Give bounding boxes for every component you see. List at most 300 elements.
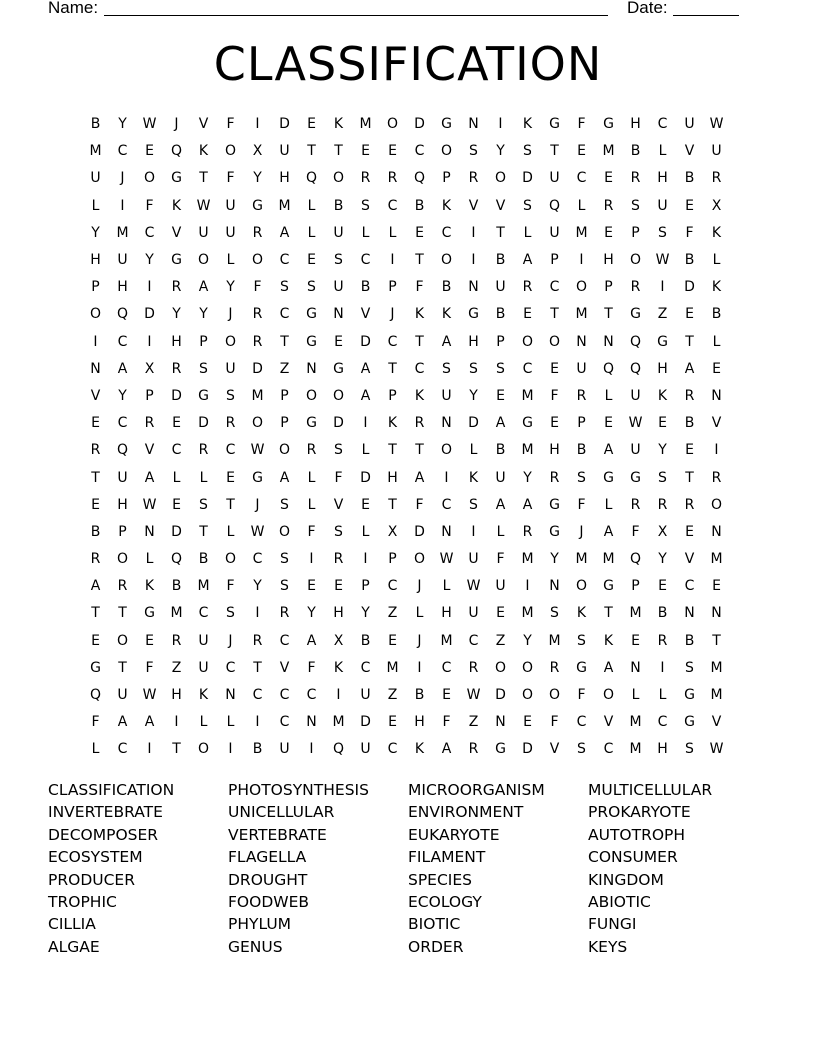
grid-letter: U: [360, 687, 371, 704]
grid-letter: A: [144, 714, 155, 731]
grid-letter: V: [711, 714, 722, 731]
grid-letter: L: [226, 714, 235, 731]
grid-letter: I: [228, 741, 233, 758]
grid-letter: F: [415, 279, 424, 296]
grid-letter: S: [577, 741, 586, 758]
grid-letter: U: [198, 632, 209, 649]
grid-letter: R: [171, 632, 182, 649]
grid-letter: M: [602, 143, 615, 160]
grid-letter: R: [522, 279, 533, 296]
grid-letter: R: [333, 551, 344, 568]
grid-letter: L: [712, 333, 721, 350]
date-blank-line[interactable]: [673, 15, 739, 16]
grid-letter: B: [684, 252, 695, 269]
grid-letter: R: [225, 415, 236, 432]
grid-letter: I: [417, 659, 422, 676]
grid-letter: C: [279, 714, 290, 731]
grid-letter: P: [577, 415, 586, 432]
grid-letter: I: [525, 578, 530, 595]
grid-letter: L: [307, 496, 316, 513]
grid-letter: V: [711, 415, 722, 432]
grid-letter: S: [469, 496, 478, 513]
grid-letter: I: [255, 116, 260, 133]
grid-letter: C: [117, 415, 128, 432]
grid-letter: O: [332, 387, 345, 404]
grid-letter: L: [145, 551, 154, 568]
grid-letter: P: [361, 578, 370, 595]
grid-letter: V: [549, 741, 560, 758]
grid-letter: O: [116, 632, 129, 649]
word-list: [48, 779, 768, 958]
grid-letter: F: [253, 279, 262, 296]
grid-letter: L: [658, 143, 667, 160]
word-list-item: MULTICELLULAR: [588, 781, 713, 799]
grid-letter: Q: [170, 551, 183, 568]
grid-letter: D: [171, 523, 182, 540]
grid-letter: H: [90, 252, 101, 269]
grid-letter: Z: [171, 659, 182, 676]
grid-letter: M: [89, 143, 102, 160]
grid-letter: P: [442, 170, 451, 187]
grid-letter: C: [549, 279, 560, 296]
word-list-item: FILAMENT: [408, 848, 486, 867]
grid-letter: Q: [170, 143, 183, 160]
grid-letter: Q: [332, 741, 345, 758]
grid-letter: E: [577, 143, 586, 160]
grid-letter: C: [252, 687, 263, 704]
grid-letter: W: [628, 415, 643, 432]
grid-letter: O: [494, 170, 507, 187]
grid-row: [82, 682, 730, 709]
word-list-item: ECOSYSTEM: [48, 848, 143, 867]
grid-letter: G: [549, 523, 560, 540]
grid-letter: D: [171, 387, 182, 404]
grid-letter: Y: [118, 387, 127, 404]
grid-letter: Q: [89, 687, 102, 704]
grid-letter: S: [658, 469, 667, 486]
grid-letter: G: [684, 714, 695, 731]
grid-letter: A: [495, 496, 506, 513]
grid-letter: P: [118, 523, 127, 540]
grid-letter: C: [441, 224, 452, 241]
grid-letter: G: [657, 333, 668, 350]
grid-letter: O: [197, 741, 210, 758]
grid-letter: K: [468, 469, 479, 486]
grid-letter: S: [307, 279, 316, 296]
grid-letter: L: [658, 687, 667, 704]
grid-letter: O: [251, 415, 264, 432]
grid-letter: G: [306, 333, 317, 350]
grid-letter: U: [549, 224, 560, 241]
grid-letter: L: [442, 578, 451, 595]
grid-letter: Y: [253, 578, 262, 595]
word-list-item: UNICELLULAR: [228, 803, 335, 822]
grid-letter: B: [90, 523, 101, 540]
grid-letter: S: [334, 252, 343, 269]
grid-letter: A: [522, 496, 533, 513]
grid-letter: Z: [657, 306, 668, 323]
grid-letter: B: [684, 415, 695, 432]
grid-letter: F: [631, 523, 640, 540]
grid-letter: S: [334, 442, 343, 459]
grid-letter: O: [332, 170, 345, 187]
grid-letter: U: [495, 279, 506, 296]
grid-letter: G: [333, 360, 344, 377]
grid-letter: C: [657, 714, 668, 731]
grid-letter: A: [117, 360, 128, 377]
grid-letter: D: [360, 469, 371, 486]
grid-letter: C: [117, 333, 128, 350]
grid-letter: S: [523, 197, 532, 214]
grid-letter: L: [91, 741, 100, 758]
grid-letter: O: [251, 252, 264, 269]
grid-letter: F: [334, 469, 343, 486]
grid-letter: W: [709, 116, 724, 133]
grid-letter: A: [360, 387, 371, 404]
grid-letter: U: [90, 170, 101, 187]
grid-letter: B: [252, 741, 263, 758]
grid-letter: F: [91, 714, 100, 731]
grid-letter: G: [549, 496, 560, 513]
word-list-item: SPECIES: [408, 870, 473, 889]
grid-letter: G: [684, 687, 695, 704]
page-title: CLASSIFICATION: [213, 37, 603, 91]
grid-letter: U: [495, 578, 506, 595]
grid-letter: L: [523, 224, 532, 241]
grid-letter: S: [577, 632, 586, 649]
grid-letter: I: [390, 252, 395, 269]
grid-letter: U: [333, 224, 344, 241]
grid-row: [82, 138, 730, 165]
grid-letter: E: [334, 333, 343, 350]
grid-letter: C: [117, 143, 128, 160]
grid-letter: T: [550, 306, 559, 323]
grid-letter: I: [255, 714, 260, 731]
grid-letter: M: [278, 197, 291, 214]
grid-letter: R: [549, 469, 560, 486]
grid-letter: S: [685, 741, 694, 758]
grid-letter: C: [360, 252, 371, 269]
word-list-item: FLAGELLA: [228, 848, 307, 867]
grid-letter: C: [387, 333, 398, 350]
grid-letter: Y: [469, 387, 478, 404]
grid-letter: Q: [413, 170, 426, 187]
word-list-item: GENUS: [228, 937, 283, 956]
grid-letter: S: [631, 197, 640, 214]
grid-letter: C: [387, 741, 398, 758]
grid-letter: R: [90, 551, 101, 568]
grid-letter: E: [442, 687, 451, 704]
grid-letter: J: [120, 170, 125, 187]
grid-letter: O: [521, 687, 534, 704]
grid-row: [82, 193, 730, 220]
grid-letter: S: [199, 360, 208, 377]
grid-letter: G: [144, 605, 155, 622]
grid-letter: S: [550, 605, 559, 622]
grid-letter: L: [577, 197, 586, 214]
grid-letter: R: [603, 197, 614, 214]
grid-letter: E: [172, 415, 181, 432]
grid-letter: T: [685, 333, 694, 350]
grid-letter: K: [441, 306, 452, 323]
word-list-item: ABIOTIC: [588, 892, 651, 911]
grid-row: [82, 220, 730, 247]
grid-letter: D: [360, 333, 371, 350]
grid-letter: I: [147, 741, 152, 758]
grid-letter: N: [684, 605, 695, 622]
name-blank-line[interactable]: [104, 15, 608, 16]
grid-letter: H: [171, 333, 182, 350]
grid-letter: E: [415, 224, 424, 241]
grid-letter: E: [496, 387, 505, 404]
grid-letter: A: [522, 252, 533, 269]
grid-letter: M: [602, 551, 615, 568]
grid-letter: S: [496, 360, 505, 377]
grid-letter: E: [361, 496, 370, 513]
grid-letter: F: [577, 116, 586, 133]
grid-letter: N: [576, 333, 587, 350]
grid-letter: V: [144, 442, 155, 459]
grid-letter: Y: [226, 279, 235, 296]
grid-letter: Z: [279, 360, 290, 377]
grid-row: [82, 600, 730, 627]
grid-letter: W: [142, 496, 157, 513]
grid-letter: R: [306, 442, 317, 459]
grid-letter: F: [496, 551, 505, 568]
grid-letter: I: [471, 523, 476, 540]
word-list-item: FUNGI: [588, 915, 637, 934]
grid-letter: S: [280, 551, 289, 568]
grid-letter: R: [522, 523, 533, 540]
grid-letter: P: [91, 279, 100, 296]
grid-letter: V: [684, 551, 695, 568]
grid-letter: K: [522, 116, 533, 133]
word-list-item: INVERTEBRATE: [48, 803, 163, 822]
grid-letter: O: [629, 252, 642, 269]
grid-letter: U: [360, 741, 371, 758]
grid-letter: B: [171, 578, 182, 595]
grid-letter: P: [631, 224, 640, 241]
grid-letter: G: [252, 469, 263, 486]
grid-letter: F: [307, 659, 316, 676]
grid-letter: L: [361, 523, 370, 540]
word-list-item: KINGDOM: [588, 870, 664, 889]
grid-letter: B: [495, 252, 506, 269]
grid-letter: A: [279, 469, 290, 486]
grid-letter: U: [279, 143, 290, 160]
grid-letter: C: [252, 551, 263, 568]
grid-letter: P: [604, 279, 613, 296]
grid-letter: F: [226, 578, 235, 595]
grid-letter: U: [549, 170, 560, 187]
grid-letter: H: [603, 252, 614, 269]
grid-letter: T: [415, 442, 424, 459]
grid-letter: Z: [387, 605, 398, 622]
grid-letter: Y: [118, 116, 127, 133]
grid-letter: G: [549, 116, 560, 133]
grid-letter: L: [496, 523, 505, 540]
grid-letter: O: [521, 333, 534, 350]
grid-letter: M: [548, 632, 561, 649]
grid-letter: O: [386, 116, 399, 133]
grid-letter: I: [498, 116, 503, 133]
grid-letter: D: [684, 279, 695, 296]
grid-letter: B: [495, 306, 506, 323]
grid-letter: N: [711, 523, 722, 540]
grid-letter: L: [307, 469, 316, 486]
grid-letter: S: [442, 360, 451, 377]
grid-letter: O: [116, 551, 129, 568]
grid-letter: J: [228, 632, 233, 649]
grid-letter: N: [495, 714, 506, 731]
grid-row: [82, 709, 730, 736]
grid-letter: P: [199, 333, 208, 350]
grid-letter: G: [630, 306, 641, 323]
word-list-item: EUKARYOTE: [408, 825, 500, 844]
grid-letter: C: [360, 659, 371, 676]
grid-letter: W: [250, 523, 265, 540]
grid-letter: G: [252, 197, 263, 214]
grid-letter: A: [90, 578, 101, 595]
grid-letter: E: [550, 415, 559, 432]
grid-letter: U: [117, 252, 128, 269]
grid-letter: X: [711, 197, 722, 214]
grid-letter: L: [415, 605, 424, 622]
grid-letter: D: [252, 360, 263, 377]
grid-letter: L: [604, 496, 613, 513]
grid-letter: W: [142, 687, 157, 704]
grid-letter: P: [280, 387, 289, 404]
grid-letter: M: [710, 687, 723, 704]
grid-letter: E: [145, 143, 154, 160]
grid-letter: U: [225, 197, 236, 214]
grid-letter: T: [307, 143, 316, 160]
grid-letter: V: [333, 496, 344, 513]
grid-letter: O: [440, 252, 453, 269]
grid-letter: E: [388, 714, 397, 731]
grid-letter: R: [711, 469, 722, 486]
grid-row: [82, 437, 730, 464]
grid-row: [82, 301, 730, 328]
grid-letter: T: [280, 333, 289, 350]
word-list-item: CILLIA: [48, 915, 96, 934]
grid-letter: N: [306, 714, 317, 731]
grid-letter: O: [305, 387, 318, 404]
grid-letter: T: [199, 523, 208, 540]
grid-letter: I: [309, 551, 314, 568]
grid-letter: R: [630, 496, 641, 513]
grid-letter: C: [684, 578, 695, 595]
grid-letter: M: [116, 224, 129, 241]
word-list-item: FOODWEB: [228, 892, 310, 911]
grid-letter: I: [174, 714, 179, 731]
grid-letter: T: [415, 252, 424, 269]
grid-letter: F: [415, 496, 424, 513]
grid-letter: M: [710, 551, 723, 568]
grid-letter: G: [306, 415, 317, 432]
word-list-item: TROPHIC: [48, 892, 117, 911]
grid-letter: V: [171, 224, 182, 241]
grid-letter: F: [685, 224, 694, 241]
grid-letter: E: [685, 306, 694, 323]
grid-letter: I: [336, 687, 341, 704]
grid-letter: B: [711, 306, 722, 323]
grid-letter: P: [388, 551, 397, 568]
grid-letter: U: [225, 224, 236, 241]
grid-letter: M: [629, 714, 642, 731]
grid-letter: R: [171, 360, 182, 377]
grid-letter: R: [657, 496, 668, 513]
grid-letter: G: [576, 659, 587, 676]
grid-letter: K: [657, 387, 668, 404]
word-list-item: CONSUMER: [588, 848, 678, 867]
grid-letter: P: [280, 415, 289, 432]
grid-letter: T: [226, 496, 235, 513]
grid-letter: A: [117, 714, 128, 731]
grid-letter: A: [360, 360, 371, 377]
grid-letter: C: [387, 197, 398, 214]
grid-letter: F: [145, 197, 154, 214]
grid-letter: B: [360, 279, 371, 296]
grid-letter: O: [710, 496, 723, 513]
grid-letter: V: [603, 714, 614, 731]
grid-letter: C: [414, 360, 425, 377]
grid-letter: Z: [495, 632, 506, 649]
grid-letter: W: [466, 578, 481, 595]
grid-letter: M: [629, 741, 642, 758]
grid-letter: G: [522, 415, 533, 432]
grid-letter: D: [414, 116, 425, 133]
grid-letter: O: [494, 659, 507, 676]
grid-letter: L: [469, 442, 478, 459]
grid-letter: K: [603, 632, 614, 649]
grid-letter: L: [388, 224, 397, 241]
grid-letter: V: [360, 306, 371, 323]
grid-letter: M: [521, 551, 534, 568]
grid-letter: I: [471, 224, 476, 241]
grid-letter: D: [198, 415, 209, 432]
grid-letter: L: [199, 469, 208, 486]
grid-letter: L: [172, 469, 181, 486]
grid-letter: N: [711, 387, 722, 404]
grid-letter: E: [334, 578, 343, 595]
grid-letter: C: [576, 714, 587, 731]
grid-row: [82, 546, 730, 573]
grid-letter: K: [414, 741, 425, 758]
grid-letter: Z: [468, 714, 479, 731]
grid-letter: S: [334, 523, 343, 540]
grid-row: [82, 111, 730, 138]
grid-letter: E: [307, 116, 316, 133]
grid-letter: K: [198, 687, 209, 704]
grid-letter: F: [550, 387, 559, 404]
word-list-item: DROUGHT: [228, 870, 308, 889]
grid-letter: O: [440, 143, 453, 160]
grid-letter: K: [171, 197, 182, 214]
word-list-item: BIOTIC: [408, 915, 461, 934]
grid-letter: M: [521, 387, 534, 404]
grid-letter: E: [91, 415, 100, 432]
grid-letter: U: [495, 469, 506, 486]
grid-letter: J: [390, 306, 395, 323]
grid-letter: I: [363, 551, 368, 568]
grid-letter: R: [711, 170, 722, 187]
grid-letter: X: [387, 523, 398, 540]
grid-letter: M: [710, 659, 723, 676]
grid-letter: R: [468, 659, 479, 676]
grid-letter: E: [604, 224, 613, 241]
grid-letter: I: [579, 252, 584, 269]
